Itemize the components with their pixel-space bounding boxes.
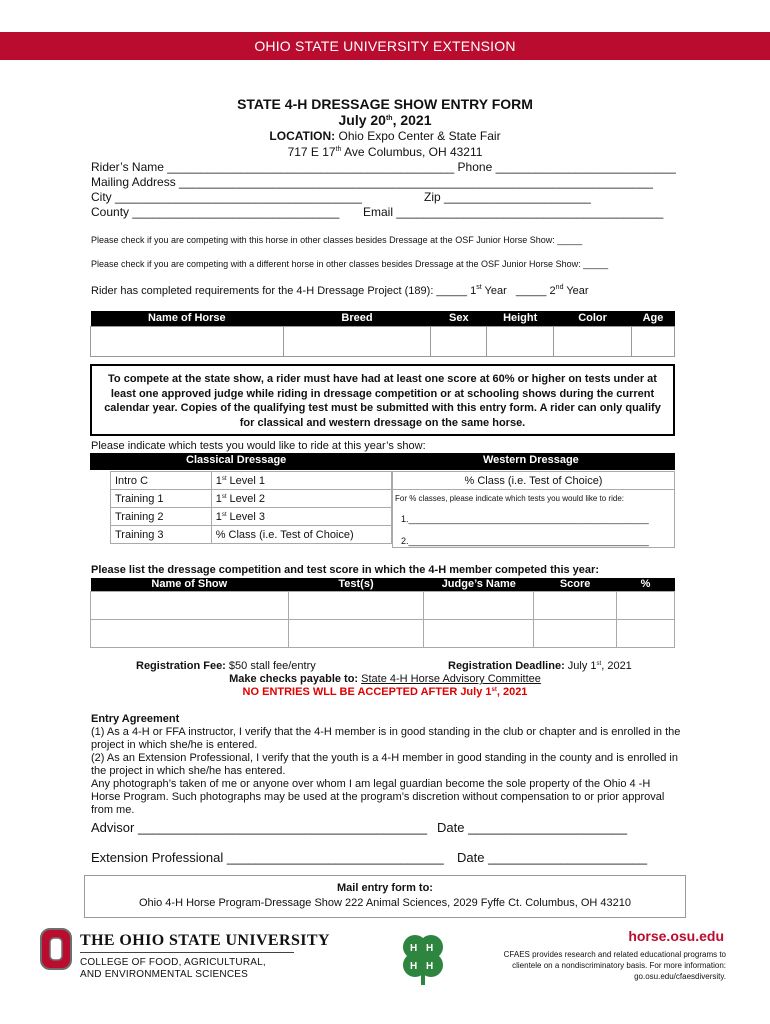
agreement-body <box>91 726 681 817</box>
registration-fee <box>136 660 316 672</box>
requirements-end: Year <box>563 285 589 297</box>
form-title: STATE 4-H DRESSAGE SHOW ENTRY FORM <box>237 96 533 112</box>
extension-banner: OHIO STATE UNIVERSITY EXTENSION <box>0 32 770 60</box>
svg-text:H: H <box>426 961 434 972</box>
college-line-1: COLLEGE OF FOOD, AGRICULTURAL, <box>80 957 266 968</box>
four-h-clover-icon <box>395 930 451 986</box>
address-end: Ave Columbus, OH 43211 <box>341 145 483 159</box>
table-row <box>91 619 675 647</box>
no-entries-warning <box>0 686 770 698</box>
registration-deadline <box>448 660 632 672</box>
county-field[interactable]: County _______________________________ <box>91 205 340 219</box>
test-name[interactable]: Training 3 <box>111 526 212 544</box>
requirements-text: Rider has completed requirements for the 4-H Dressage Project (189): _____ 1 <box>91 285 477 297</box>
show-date <box>0 112 770 128</box>
table-row <box>111 508 392 526</box>
header-sex: Sex <box>431 311 487 326</box>
table-row <box>111 490 392 508</box>
checks-value: State 4-H Horse Advisory Committee <box>361 673 541 685</box>
svg-text:H: H <box>410 961 418 972</box>
deadline-year: , 2021 <box>601 660 632 672</box>
checks-payable <box>0 673 770 685</box>
header-name-of-horse: Name of Horse <box>91 311 284 326</box>
classical-header: Classical Dressage <box>186 454 287 466</box>
table-row <box>111 472 392 490</box>
judge-cell[interactable] <box>424 591 534 619</box>
table-row <box>91 326 675 356</box>
percent-cell[interactable] <box>617 619 675 647</box>
no-entries-year: , 2021 <box>496 686 528 698</box>
test-name[interactable]: Intro C <box>111 472 212 490</box>
date-suffix: th <box>385 115 393 122</box>
osu-block-o-logo <box>40 928 72 970</box>
height-cell[interactable] <box>487 326 554 356</box>
test-name[interactable]: Training 1 <box>111 490 212 508</box>
agreement-title: Entry Agreement <box>91 713 180 725</box>
email-field[interactable]: Email ________________________________________ <box>363 205 664 219</box>
no-entries-text: NO ENTRIES WLL BE ACCEPTED AFTER July 1 <box>242 686 492 698</box>
riders-name-field[interactable]: Rider’s Name ___________________________________________ Phone ___________________________ <box>91 160 676 174</box>
competition-table <box>90 578 675 648</box>
first-suffix: st <box>476 284 482 291</box>
location-label: LOCATION: <box>269 129 336 143</box>
tests-cell[interactable] <box>288 619 424 647</box>
website-link[interactable]: horse.osu.edu <box>628 928 724 944</box>
western-class-option[interactable]: % Class (i.e. Test of Choice) <box>393 472 674 490</box>
header-color: Color <box>554 311 632 326</box>
horse-table <box>90 311 675 357</box>
competition-prompt: Please list the dressage competition and test score in which the 4-H member competed this year: <box>91 564 599 576</box>
age-cell[interactable] <box>632 326 675 356</box>
score-cell[interactable] <box>534 591 617 619</box>
western-test-line-2[interactable]: 2.________________________________________________ <box>401 536 649 546</box>
tests-cell[interactable] <box>288 591 424 619</box>
address-start: 717 E 17 <box>287 145 336 159</box>
mail-entry-box <box>84 875 686 918</box>
cfaes-statement: CFAES provides research and related educational programs to clientele on a nondiscriminatory basis. For more information: go.osu.edu/cfaesdiversity. <box>503 950 726 981</box>
test-level[interactable]: % Class (i.e. Test of Choice) <box>211 526 391 544</box>
svg-text:H: H <box>426 943 434 954</box>
second-suffix: nd <box>555 284 564 291</box>
header-age: Age <box>632 311 675 326</box>
western-instruction: For % classes, please indicate which tests you would like to ride: <box>395 494 624 503</box>
breed-cell[interactable] <box>283 326 431 356</box>
judge-cell[interactable] <box>424 619 534 647</box>
extension-date[interactable]: Date ______________________ <box>457 850 648 865</box>
test-name[interactable]: Training 2 <box>111 508 212 526</box>
checks-label: Make checks payable to: <box>229 673 362 685</box>
classical-table <box>110 471 392 544</box>
deadline-label: Registration Deadline: <box>448 660 565 672</box>
different-horse-check[interactable]: Please check if you are competing with a different horse in other classes besides Dressage at the OSF Junior Horse Show: _____ <box>91 259 609 269</box>
city-field[interactable]: City _____________________________________ <box>91 190 362 204</box>
mailing-address-field[interactable]: Mailing Address _______________________________________________________________________ <box>91 175 653 189</box>
college-line-2: AND ENVIRONMENTAL SCIENCES <box>80 969 249 980</box>
dressage-header <box>90 453 675 470</box>
header-breed: Breed <box>283 311 431 326</box>
western-box <box>392 471 675 548</box>
show-name-cell[interactable] <box>91 619 289 647</box>
table-row <box>111 526 392 544</box>
header-tests: Test(s) <box>288 578 424 591</box>
mail-label: Mail entry form to: <box>337 882 433 894</box>
extension-signature[interactable]: Extension Professional ______________________________ <box>91 850 444 865</box>
percent-cell[interactable] <box>617 591 675 619</box>
university-name: THE OHIO STATE UNIVERSITY <box>80 932 330 949</box>
location-value: Ohio Expo Center & State Fair <box>335 129 501 143</box>
horse-name-cell[interactable] <box>91 326 284 356</box>
header-judges-name: Judge’s Name <box>424 578 534 591</box>
location <box>0 129 770 143</box>
western-test-line-1[interactable]: 1.________________________________________________ <box>401 514 649 524</box>
address-suffix: th <box>335 146 342 153</box>
date-year: , 2021 <box>392 112 432 128</box>
requirements-mid: Year _____ 2 <box>481 285 556 297</box>
qualification-notice: To compete at the state show, a rider must have had at least one score at 60% or higher on tests under at least one approved judge while riding in dressage competition or at schooling shows during the current calendar year. Copies of the qualifying test must be submitted with this entry form. A rider can only qualify for classical and western dressage on the same horse. <box>90 364 675 436</box>
western-header: Western Dressage <box>483 454 579 466</box>
header-score: Score <box>534 578 617 591</box>
fee-label: Registration Fee: <box>136 660 226 672</box>
tests-prompt: Please indicate which tests you would like to ride at this year’s show: <box>91 440 426 452</box>
color-cell[interactable] <box>554 326 632 356</box>
svg-text:H: H <box>410 943 418 954</box>
college-name <box>80 957 266 981</box>
test-level[interactable]: 1st Level 3 <box>211 508 391 526</box>
mail-address: Ohio 4-H Horse Program-Dressage Show 222 Animal Sciences, 2029 Fyffe Ct. Columbus, OH 43210 <box>139 897 631 909</box>
requirements-check[interactable] <box>91 285 589 297</box>
header-height: Height <box>487 311 554 326</box>
agreement-item-1: (1) As a 4-H or FFA instructor, I verify that the 4-H member is in good standing in the club or chapter and is enrolled in the project in which she/he is entered. <box>91 726 681 751</box>
header-percent: % <box>617 578 675 591</box>
no-entries-suffix: st <box>491 687 497 693</box>
show-name-cell[interactable] <box>91 591 289 619</box>
sex-cell[interactable] <box>431 326 487 356</box>
location-address <box>0 145 770 159</box>
advisor-signature[interactable]: Advisor ________________________________________ <box>91 820 428 835</box>
test-level[interactable]: 1st Level 2 <box>211 490 391 508</box>
score-cell[interactable] <box>534 619 617 647</box>
advisor-date[interactable]: Date ______________________ <box>437 820 628 835</box>
agreement-item-2: (2) As an Extension Professional, I verify that the youth is a 4-H member in good standing in the county and is enrolled in the project in which she/he has entered. <box>91 752 678 777</box>
header-name-of-show: Name of Show <box>91 578 289 591</box>
deadline-value: July 1 <box>564 660 597 672</box>
test-level[interactable]: 1st Level 1 <box>211 472 391 490</box>
deadline-suffix: st <box>596 661 602 667</box>
table-row <box>91 591 675 619</box>
university-divider <box>80 952 294 953</box>
photo-release: Any photograph’s taken of me or anyone over whom I am legal guardian become the sole property of the Ohio 4 -H Horse Program. Such photographs may be used at the program’s discretion without compensation to or prior approval from me. <box>91 778 665 816</box>
date-text: July 20 <box>338 112 386 128</box>
fee-value: $50 stall fee/entry <box>225 660 316 672</box>
zip-field[interactable]: Zip ______________________ <box>424 190 591 204</box>
same-horse-check[interactable]: Please check if you are competing with this horse in other classes besides Dressage at the OSF Junior Horse Show: _____ <box>91 235 583 245</box>
